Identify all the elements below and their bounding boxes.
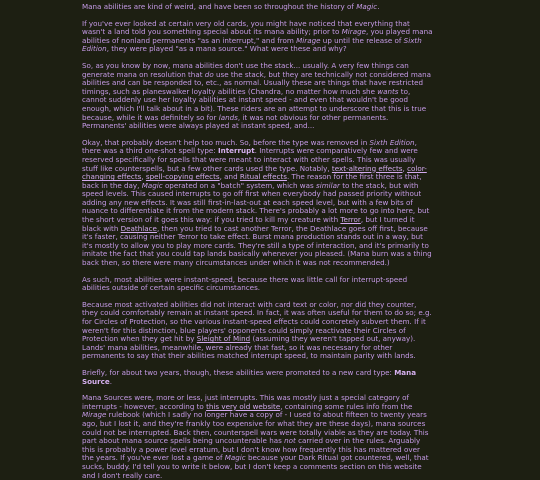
text-run: use the stack, but they are technically not considered mana abilities and can be responded to, etc., as normal. Usually these are things that have restricted timings, such as planeswalker loyalty abilities (Chandra, no matter how much she bbox=[82, 69, 432, 96]
text-run: , bbox=[141, 172, 146, 182]
paragraph bbox=[82, 276, 433, 293]
paragraph bbox=[82, 369, 433, 386]
text-run: , you played mana abilities of nonland permanents "as an interrupt," and from bbox=[82, 27, 433, 45]
emphasis: not bbox=[284, 436, 296, 446]
paragraph bbox=[82, 62, 433, 131]
emphasis: Magic bbox=[141, 180, 163, 190]
text-run: . bbox=[109, 376, 113, 386]
text-run: . bbox=[377, 2, 380, 11]
text-run: carried over in the rules. Arguably this is probably a power level erratum, but I don't know how frequently this has mattered over the years. If you've ever lost a game of bbox=[82, 436, 421, 463]
inline-link[interactable]: spell-copying effects bbox=[145, 172, 220, 182]
inline-link[interactable]: color-changing effects bbox=[82, 163, 427, 182]
text-run: As such, most abilities were instant-speed, because there was little call for interrupt-speed abilities outside of certain specific circumstances. bbox=[82, 274, 408, 293]
inline-link[interactable]: this very old website bbox=[206, 401, 281, 411]
paragraph bbox=[82, 20, 433, 54]
emphasis: Mirage bbox=[82, 410, 107, 420]
paragraph bbox=[82, 3, 433, 12]
text-run: Mana Sources were, more or less, just interrupts. This was mostly just a special category of interrupts - however, according to bbox=[82, 393, 409, 411]
emphasis: Mirage bbox=[296, 35, 321, 45]
paragraph bbox=[82, 139, 433, 268]
text-run: Briefly, for about two years, though, these abilities were promoted to a new card type: bbox=[82, 367, 395, 377]
text-run: to, cannot suddenly use her loyalty abilities at instant speed - and even that wouldn't be good enough, which I'll talk about in a bit). These riders are an attempt to underscore that this is true because, while it was definitely so for bbox=[82, 86, 427, 122]
inline-link[interactable]: Ritual effects bbox=[239, 172, 287, 182]
emphasis: Sixth Edition bbox=[82, 35, 422, 54]
text-run: rulebook (which I sadly no longer have a copy of - I used to about fifteen to twenty years ago, but I lost it, and they're frankly too expensive for what they are these days), mana sources could not be interrupted. Back then, counterspell wars were totally viable as they are today. This part about mana source spells being uncounterable has bbox=[82, 410, 429, 446]
inline-link[interactable]: text-altering effects bbox=[331, 163, 403, 173]
paragraph bbox=[82, 301, 433, 361]
text-run: (assuming they weren't tapped out, anyway). Lands' mana abilities, meanwhile, were already that fast, so it was necessary for other permanents to say that their abilities matched interrupt speed, to maintain parity with lands. bbox=[82, 334, 416, 361]
emphasis: Mirage bbox=[341, 27, 366, 37]
text-run: Mana abilities are kind of weird, and have been so throughout the history of bbox=[82, 2, 357, 11]
emphasis: lands bbox=[218, 112, 238, 122]
text-run: to the stack, but with speed levels. This caused interrupts to go off first when everybody had passed priority without adding any new effects. It was still first-in-last-out at each speed level, but with a few bits of nuance to differentiate it from the modern stack. There's probably a lot more to go into here, but the short version of it goes this way: if you tried to kill my creature with bbox=[82, 180, 430, 225]
text-run: , then you tried to cast another Terror, the Deathlace goes off first, because it's faster, causing neither Terror to take effect. Burst mana production stands out in a way, but it's mostly to allow you to play more cards. They're still a type of interaction, and it's primarily to imitate the fact that you could tap lands basically whenever you pleased. (Mana burn was a thing back then, so there were many circumstances under which it was not recommended.) bbox=[82, 223, 432, 268]
text-run: . The reason for the first three is that, back in the day, bbox=[82, 172, 422, 190]
inline-link[interactable]: Sleight of Mind bbox=[196, 334, 251, 344]
emphasis: similar bbox=[315, 180, 340, 190]
emphasis: Magic bbox=[356, 2, 378, 11]
text-run: , containing some rules info from the bbox=[280, 401, 413, 411]
bold-term: Mana Source bbox=[82, 367, 417, 386]
emphasis: Magic bbox=[224, 453, 246, 463]
text-run: Okay, that probably doesn't help too much. So, before the type was removed in bbox=[82, 137, 370, 147]
text-run: , and bbox=[219, 172, 240, 182]
text-run: So, as you know by now, mana abilities don't use the stack... usually. A very few things can generate mana on resolution that bbox=[82, 60, 409, 79]
text-run: up until the release of bbox=[320, 35, 404, 45]
emphasis: Sixth Edition bbox=[369, 137, 415, 147]
emphasis: do bbox=[204, 69, 214, 79]
emphasis: wants bbox=[377, 86, 399, 96]
text-run: , bbox=[402, 163, 408, 173]
bold-term: Interrupt bbox=[218, 146, 255, 156]
text-run: because your Dark Ritual got countered, well, that sucks, buddy. I'd tell you to write it below, but I don't keep a comments section on this website and I don't really care. bbox=[82, 453, 429, 480]
paragraph bbox=[82, 394, 433, 480]
text-run: . Interrupts were comparatively few and were reserved specifically for spells that were meant to interact with other spells. This was usually stuff like counterspells, but a few other cards used the type. Notably, bbox=[82, 146, 418, 173]
text-run: , they were played "as a mana source." What were these and why? bbox=[106, 44, 347, 54]
inline-link[interactable]: Terror bbox=[340, 215, 361, 225]
text-run: , it was not obvious for other permanents. Permanents' abilities were always played at instant speed, and... bbox=[82, 112, 389, 131]
text-run: , there was a third one-shot spell type: bbox=[82, 137, 417, 156]
inline-link[interactable]: Deathlace bbox=[120, 223, 157, 233]
text-run: , but I turned it black with bbox=[82, 215, 415, 233]
text-run: operated on a "batch" system, which was bbox=[162, 180, 316, 190]
text-run: If you've ever looked at certain very old cards, you might have noticed that everything that wasn't a land told you something special about its mana ability; prior to bbox=[82, 18, 410, 37]
text-run: Because most activated abilities did not interact with card text or color, nor did they counter, they could comfortably remain at instant speed. In fact, it was often useful for them to do so; e.g. for Circles of Protection, so the various instant-speed effects could concretely subvert them. If it weren't for this distinction, blue players' opponents could simply reactivate their Circles of Protection when they get hit by bbox=[82, 299, 432, 344]
